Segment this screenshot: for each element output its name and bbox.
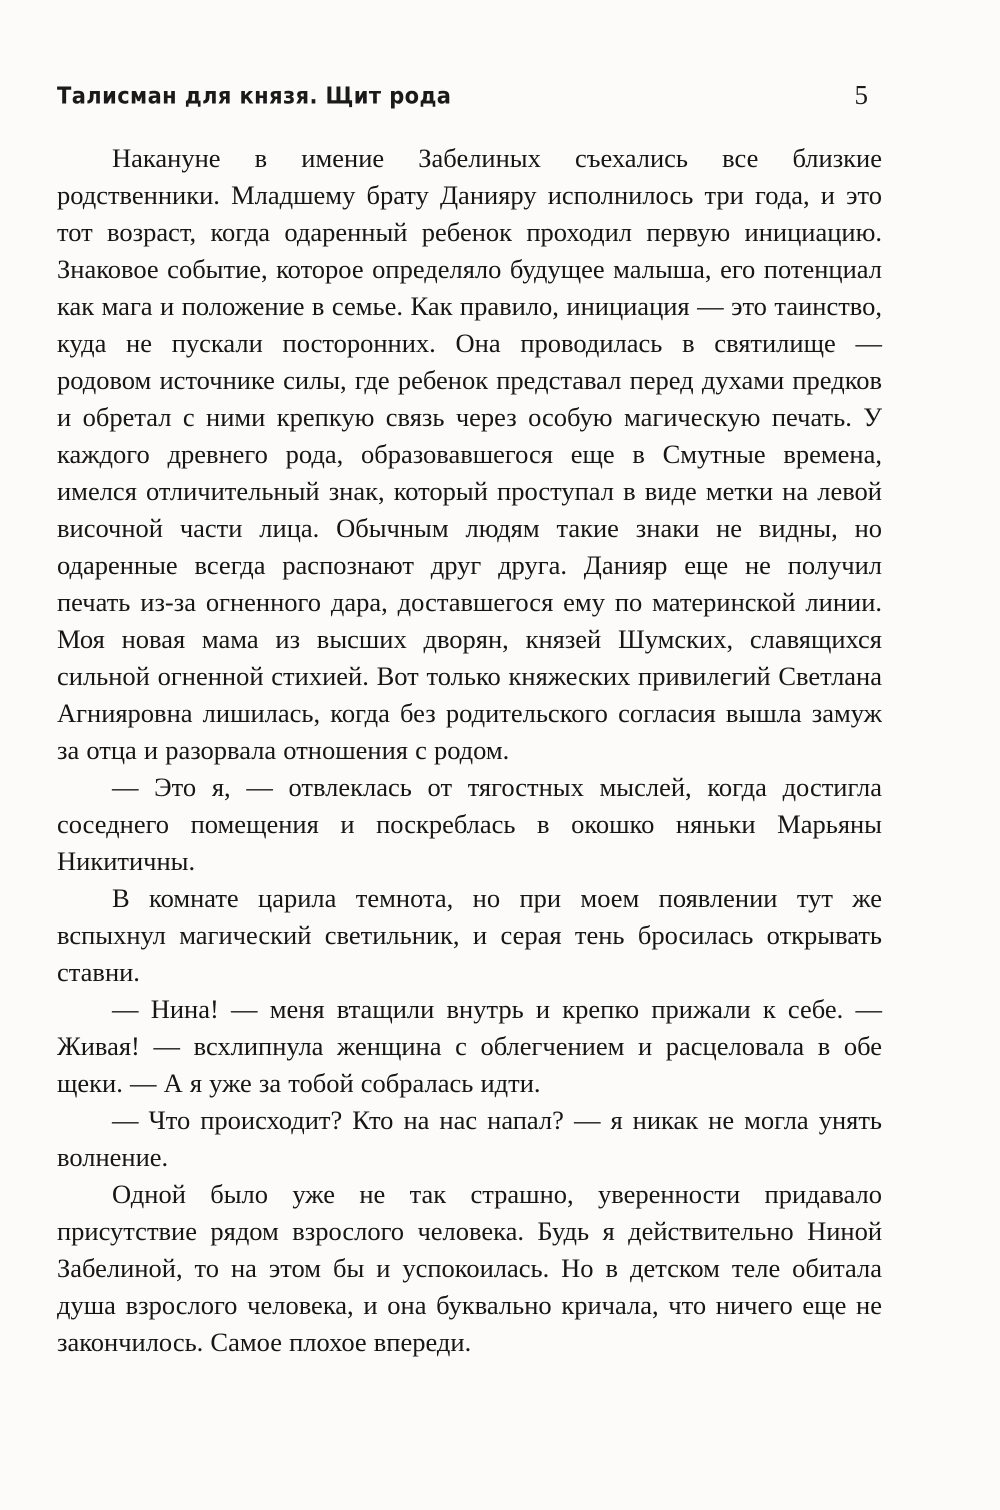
paragraph-1: Накануне в имение Забелиных съехались все близкие родственники. Младшему брату Данияру исполнилось три года, и это тот возраст, когда одаренный ребенок проходил первую инициацию. Знаковое событие, которое определяло будущее малыша, его потенциал как мага и положение в семье. Как правило, инициация — это таинство, куда не пускали посторонних. Она проводилась в святилище — родовом источнике силы, где ребенок представал перед духами предков и обретал с ними крепкую связь через особую магическую печать. У каждого древнего рода, образовавшегося еще в Смутные времена, имелся отличительный знак, который проступал в виде метки на левой височной части лица. Обычным людям такие знаки не видны, но одаренные всегда распознают друг друга. Данияр еще не получил печать из-за огненного дара, доставшегося ему по материнской линии. Моя новая мама из высших дворян, князей Шумских, славящихся сильной огненной стихией. Вот только княжеских привилегий Светлана Агнияровна лишилась, когда без родительского согласия вышла замуж за отца и разорвала отношения с родом. [57, 143, 882, 765]
paragraph-2: — Это я, — отвлеклась от тягостных мыслей, когда достигла соседнего помещения и поскреблась в окошко няньки Марьяны Никитичны. [57, 772, 882, 876]
paragraph-3: В комнате царила темнота, но при моем появлении тут же вспыхнул магический светильник, и серая тень бросилась открывать ставни. [57, 883, 882, 987]
paragraph-5: — Что происходит? Кто на нас напал? — я никак не могла унять волнение. [57, 1105, 882, 1172]
paragraph-4: — Нина! — меня втащили внутрь и крепко прижали к себе. — Живая! — всхлипнула женщина с облегчением и расцеловала в обе щеки. — А я уже за тобой собралась идти. [57, 994, 882, 1098]
paragraph-6: Одной было уже не так страшно, уверенности придавало присутствие рядом взрослого человека. Будь я действительно Ниной Забелиной, то на этом бы и успокоилась. Но в детском теле обитала душа взрослого человека, и она буквально кричала, что ничего еще не закончилось. Самое плохое впереди. [57, 1179, 882, 1357]
body-text-block [57, 140, 882, 1361]
running-header-title: Талисман для князя. Щит рода [57, 83, 452, 109]
page-number: 5 [854, 80, 868, 110]
running-header [57, 80, 882, 111]
